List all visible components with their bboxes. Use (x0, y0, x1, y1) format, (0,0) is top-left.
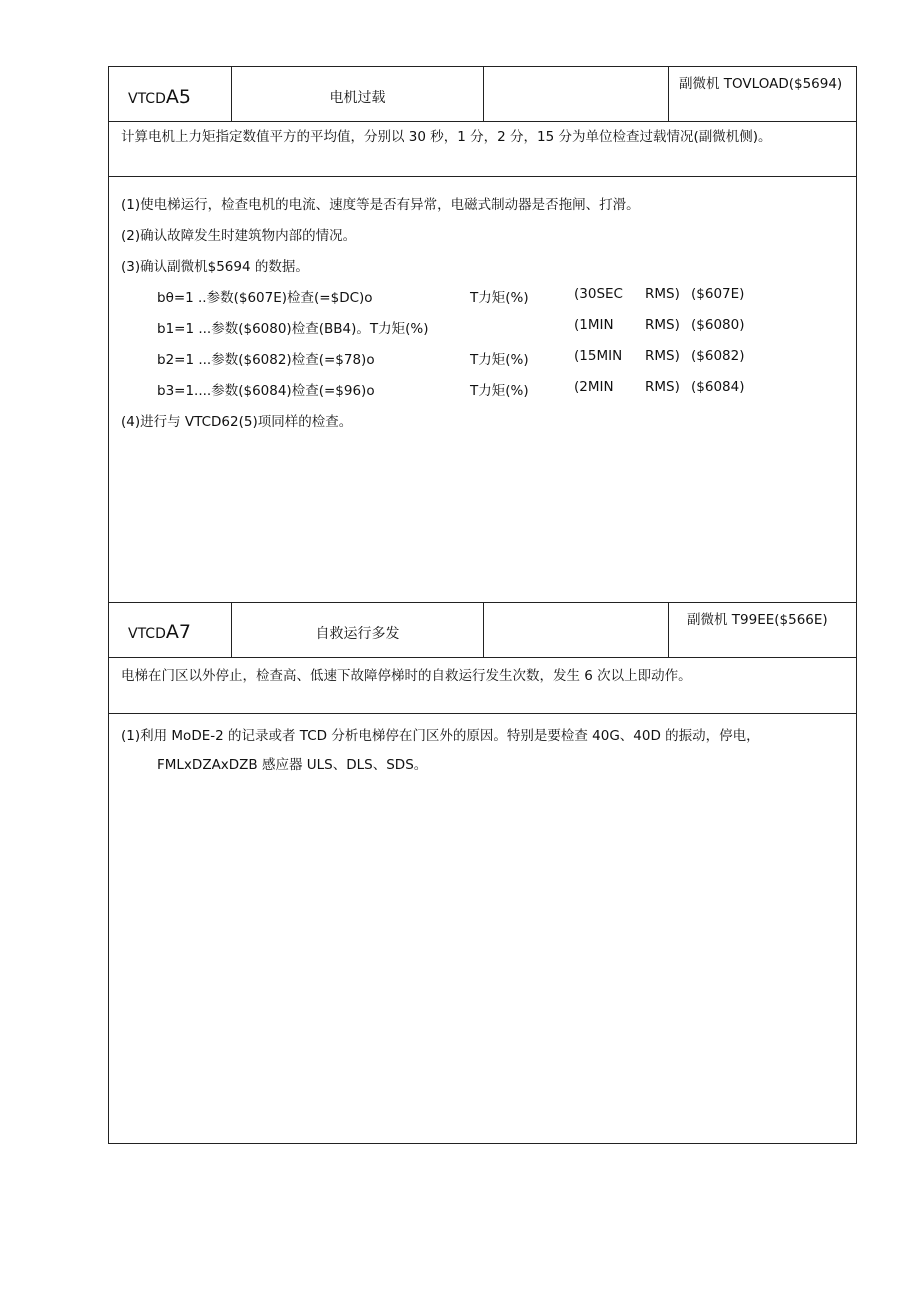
a7-code-suffix: A7 (165, 621, 191, 643)
a7-empty-cell (484, 603, 669, 657)
a5-step-2: (2)确认故障发生时建筑物内部的情况。 (121, 228, 357, 244)
a7-description-row (109, 658, 856, 714)
bit-rms: RMS) (645, 348, 680, 364)
a7-code-prefix: VTCD (128, 626, 166, 642)
a5-empty-cell (484, 67, 669, 121)
bit-period: (15MIN (574, 348, 623, 364)
bit-addr: ($6080) (691, 317, 745, 333)
bit-period: (2MIN (574, 379, 614, 395)
bit-desc: b1=1 ...参数($6080)检查(BB4)。T力矩(%) (157, 321, 429, 337)
a7-title: 自救运行多发 (315, 626, 400, 642)
a5-header-row (109, 67, 856, 122)
a5-microcomputer: 副微机 TOVLOAD($5694) (679, 76, 843, 92)
bit-desc: b2=1 ...参数($6082)检查(=$78)o (157, 352, 375, 368)
a7-description: 电梯在门区以外停止，检查高、低速下故障停梯时的自救运行发生次数，发生 6 次以上即动作。 (121, 668, 692, 684)
a5-description: 计算电机上力矩指定数值平方的平均值，分别以 30 秒，1 分，2 分，15 分为单位检查过载情况(副微机侧)。 (121, 129, 772, 145)
bit-period: (1MIN (574, 317, 614, 333)
a5-body-row (109, 177, 856, 603)
a5-step-1: (1)使电梯运行，检查电机的电流、速度等是否有异常，电磁式制动器是否拖闸、打滑。 (121, 197, 640, 213)
a7-code-cell (109, 603, 232, 657)
a5-code-cell (109, 67, 232, 121)
a5-code-suffix: A5 (165, 86, 191, 108)
a7-body-row (109, 714, 856, 1144)
a7-title-cell (232, 603, 484, 657)
bit-addr: ($6084) (691, 379, 745, 395)
a7-header-row (109, 603, 856, 658)
bit-rms: RMS) (645, 317, 680, 333)
a5-code-prefix: VTCD (128, 91, 166, 107)
a5-title: 电机过载 (329, 90, 386, 106)
bit-addr: ($6082) (691, 348, 745, 364)
bit-torque: T力矩(%) (470, 383, 529, 399)
bit-torque: T力矩(%) (470, 290, 529, 306)
a5-step-4: (4)进行与 VTCD62(5)项同样的检查。 (121, 414, 353, 430)
a7-step-1-line-2: FMLxDZAxDZB 感应器 ULS、DLS、SDS。 (157, 757, 428, 773)
document-table (108, 66, 857, 1144)
a7-microcomputer: 副微机 T99EE($566E) (687, 612, 828, 628)
bit-period: (30SEC (574, 286, 623, 302)
a5-description-row (109, 122, 856, 177)
bit-addr: ($607E) (691, 286, 745, 302)
a5-step-3: (3)确认副微机$5694 的数据。 (121, 259, 309, 275)
bit-desc: bθ=1 ..参数($607E)检查(=$DC)o (157, 290, 373, 306)
bit-torque: T力矩(%) (470, 352, 529, 368)
bit-desc: b3=1....参数($6084)检查(=$96)o (157, 383, 375, 399)
bit-rms: RMS) (645, 379, 680, 395)
a5-title-cell (232, 67, 484, 121)
bit-rms: RMS) (645, 286, 680, 302)
a7-step-1-line-1: (1)利用 MoDE-2 的记录或者 TCD 分析电梯停在门区外的原因。特别是要检查 40G、40D 的振动，停电， (121, 728, 760, 744)
